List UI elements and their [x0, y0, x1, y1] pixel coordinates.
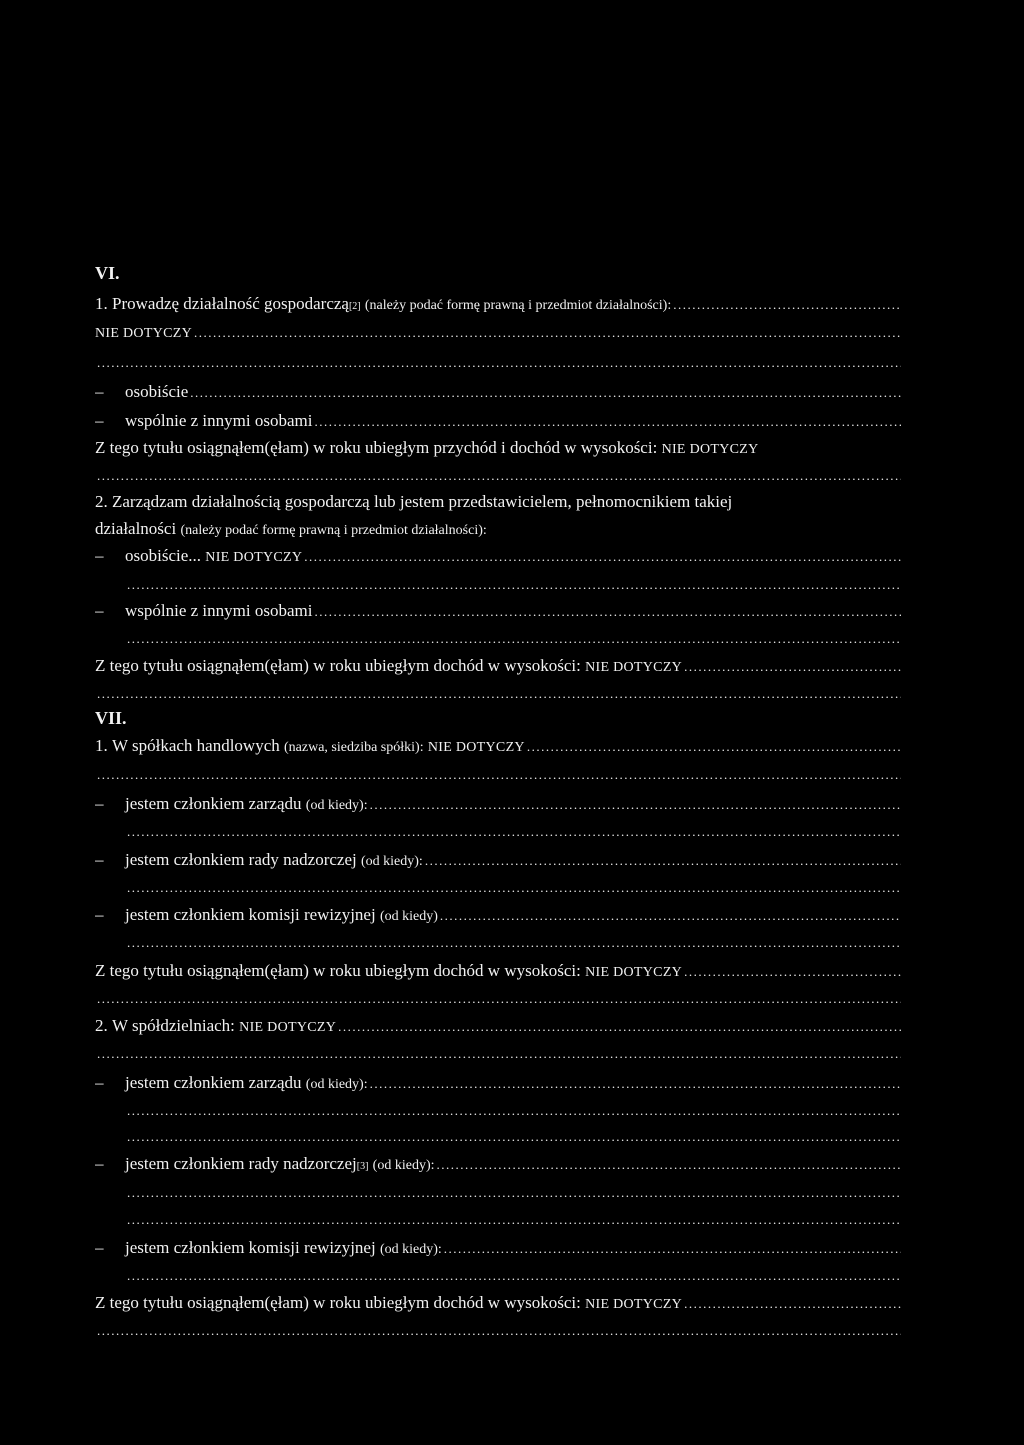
blank-dotted-line	[95, 352, 901, 374]
vi-2-osobiscie	[95, 545, 901, 567]
fill-dots	[127, 877, 901, 899]
vii-2-komisja	[95, 1237, 901, 1259]
vi-1-value-line	[95, 322, 901, 344]
item-note: (od kiedy):	[372, 1158, 435, 1173]
fill-dots	[127, 1126, 901, 1148]
vi-2-line-2	[95, 518, 901, 540]
answer-value: NIE DOTYCZY	[95, 326, 193, 341]
fill-dots	[370, 794, 901, 815]
item-note: (od kiedy):	[361, 854, 423, 869]
fill-dots	[127, 932, 901, 954]
vii-2-rada: – jestem członkiem rady nadzorczej [3] (od kiedy): .....	[95, 1153, 901, 1175]
fill-dots	[190, 382, 901, 403]
blank-dotted-line	[95, 764, 901, 786]
blank-dotted-line	[95, 1320, 901, 1342]
answer-value: NIE DOTYCZY	[239, 1020, 337, 1035]
vii-1-income	[95, 960, 901, 982]
item-note: (od kiedy)	[379, 909, 438, 924]
vi-1-line: 1. Prowadzę działalność gospodarczą [2] (należy podać formę prawną i przedmiot działalności): .....	[95, 293, 901, 315]
item-text: jestem członkiem zarządu	[125, 1073, 302, 1092]
item-text: jestem członkiem komisji rewizyjnej	[125, 1238, 376, 1257]
vi-2-income	[95, 655, 901, 677]
fill-dots	[684, 1293, 901, 1314]
blank-dotted-line	[95, 1043, 901, 1065]
fill-dots	[304, 546, 901, 567]
blank-dotted-line	[125, 877, 901, 899]
blank-dotted-line	[125, 1100, 901, 1122]
fill-dots	[127, 1182, 901, 1204]
dash-bullet: –	[95, 1154, 104, 1173]
item-text: osobiście	[125, 382, 189, 401]
item-note: (od kiedy):	[379, 1242, 442, 1257]
blank-dotted-line	[125, 1126, 901, 1148]
section-vii-heading	[95, 707, 901, 729]
fill-dots	[127, 821, 901, 843]
dash-bullet: –	[95, 546, 104, 565]
blank-dotted-line	[125, 628, 901, 650]
blank-dotted-line	[95, 988, 901, 1010]
dash-bullet: –	[95, 1073, 104, 1092]
item-text: W spółkach handlowych	[112, 736, 280, 755]
fill-dots	[440, 905, 901, 926]
fill-dots	[444, 1238, 901, 1259]
fill-dots	[314, 601, 901, 622]
item-text: działalności	[95, 519, 177, 538]
item-note: (od kiedy):	[305, 798, 368, 813]
blank-dotted-line	[95, 465, 901, 487]
fill-dots	[684, 961, 901, 982]
fill-dots	[97, 988, 901, 1010]
item-text: jestem członkiem rady nadzorczej	[125, 850, 357, 869]
answer-value: NIE DOTYCZY	[661, 442, 759, 457]
fill-dots	[127, 1100, 901, 1122]
item-text: Zarządzam działalnością gospodarczą lub jestem przedstawicielem, pełnomocnikiem takiej	[112, 492, 733, 511]
answer-value: NIE DOTYCZY	[205, 550, 303, 565]
answer-value: NIE DOTYCZY	[585, 660, 683, 675]
blank-dotted-line	[125, 821, 901, 843]
fill-dots	[97, 465, 901, 487]
item-note: (należy podać formę prawną i przedmiot działalności):	[180, 523, 487, 538]
dash-bullet: –	[95, 411, 104, 430]
fill-dots	[97, 1043, 901, 1065]
blank-dotted-line	[125, 574, 901, 596]
section-vi-heading	[95, 262, 901, 284]
fill-dots	[673, 294, 901, 315]
vii-2-zarzad	[95, 1072, 901, 1094]
dash-bullet: –	[95, 601, 104, 620]
fill-dots	[684, 656, 901, 677]
vii-1-rada	[95, 849, 901, 871]
dash-bullet: –	[95, 850, 104, 869]
fill-dots	[127, 1209, 901, 1231]
fill-dots	[437, 1154, 902, 1175]
answer-value: NIE DOTYCZY	[585, 1297, 683, 1312]
item-number: 2.	[95, 492, 108, 511]
answer-value: NIE DOTYCZY	[585, 965, 683, 980]
blank-dotted-line	[125, 1265, 901, 1287]
item-note: (należy podać formę prawną i przedmiot działalności):	[364, 298, 672, 313]
vi-2-wspolnie	[95, 600, 901, 622]
item-text: Prowadzę działalność gospodarczą	[112, 294, 349, 313]
blank-dotted-line	[125, 1182, 901, 1204]
blank-dotted-line	[95, 683, 901, 705]
fill-dots	[314, 411, 901, 432]
dash-bullet: –	[95, 794, 104, 813]
income-text: Z tego tytułu osiągnąłem(ęłam) w roku ubiegłym przychód i dochód w wysokości:	[95, 438, 658, 457]
vi-2-line	[95, 491, 901, 513]
vii-1-komisja	[95, 904, 901, 926]
item-text: osobiście...	[125, 546, 202, 565]
vii-2-line	[95, 1015, 901, 1037]
fill-dots	[97, 764, 901, 786]
fill-dots	[527, 736, 901, 757]
item-number: 1.	[95, 294, 108, 313]
fill-dots	[370, 1073, 901, 1094]
dash-bullet: –	[95, 905, 104, 924]
fill-dots	[425, 850, 901, 871]
heading-text: VII.	[95, 708, 127, 728]
blank-dotted-line	[125, 1209, 901, 1231]
blank-dotted-line	[125, 932, 901, 954]
heading-text: VI.	[95, 263, 120, 283]
fill-dots	[97, 1320, 901, 1342]
fill-dots	[127, 1265, 901, 1287]
vii-1-zarzad	[95, 793, 901, 815]
item-number: 2.	[95, 1016, 108, 1035]
dash-bullet: –	[95, 382, 104, 401]
income-text: Z tego tytułu osiągnąłem(ęłam) w roku ubiegłym dochód w wysokości:	[95, 1293, 581, 1312]
vi-1-income	[95, 437, 901, 459]
item-text: jestem członkiem zarządu	[125, 794, 302, 813]
item-text: jestem członkiem rady nadzorczej	[125, 1154, 357, 1173]
income-text: Z tego tytułu osiągnąłem(ęłam) w roku ubiegłym dochód w wysokości:	[95, 961, 581, 980]
vi-1-osobiscie	[95, 381, 901, 403]
item-text: wspólnie z innymi osobami	[125, 411, 313, 430]
fill-dots	[127, 628, 901, 650]
fill-dots	[127, 574, 901, 596]
vi-1-wspolnie	[95, 410, 901, 432]
fill-dots	[194, 322, 901, 344]
item-text: W spółdzielniach:	[112, 1016, 235, 1035]
vii-1-line	[95, 735, 901, 757]
dash-bullet: –	[95, 1238, 104, 1257]
income-text: Z tego tytułu osiągnąłem(ęłam) w roku ubiegłym dochód w wysokości:	[95, 656, 581, 675]
item-note: (nazwa, siedziba spółki):	[284, 740, 424, 755]
item-text: jestem członkiem komisji rewizyjnej	[125, 905, 376, 924]
vii-2-income	[95, 1292, 901, 1314]
item-text: wspólnie z innymi osobami	[125, 601, 313, 620]
fill-dots	[338, 1016, 901, 1037]
fill-dots	[97, 683, 901, 705]
answer-value: NIE DOTYCZY	[427, 740, 525, 755]
item-number: 1.	[95, 736, 108, 755]
fill-dots	[97, 352, 901, 374]
item-note: (od kiedy):	[305, 1077, 368, 1092]
